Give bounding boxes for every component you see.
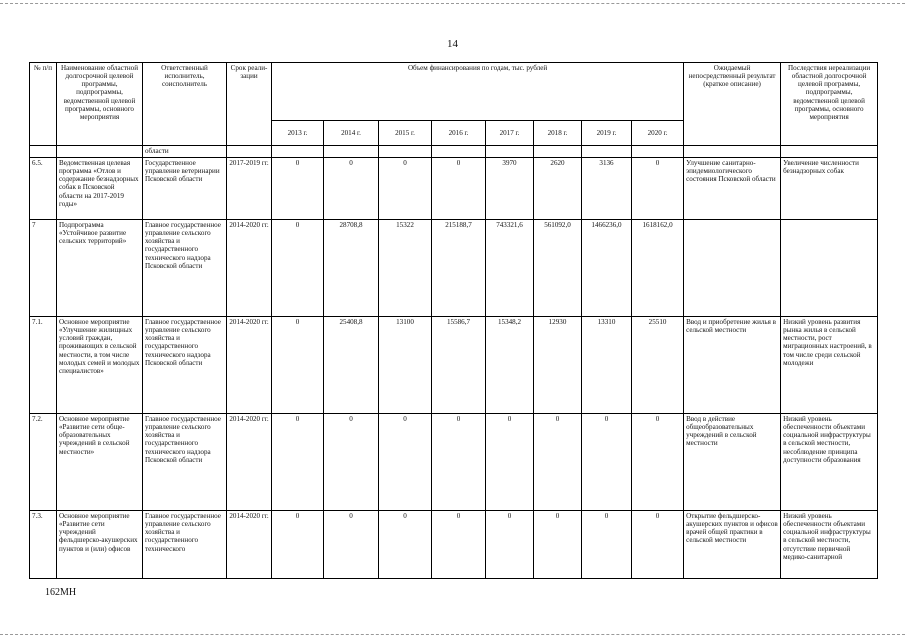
cell-value: 0 [632,511,684,579]
cell-executor: Главное государственное управление сельского хозяйства и государственного технического надзора Псковской области [143,220,227,317]
cell-empty [486,146,534,158]
header-year: 2019 г. [582,121,632,146]
cell-result: Улучшение санитарно-эпидемиологического состояния Псковской области [684,158,781,220]
cell-term: 2014-2020 гг. [227,317,272,414]
table-row [30,158,878,220]
document-footer-code: 162МН [45,587,77,598]
cell-value: 1466236,0 [582,220,632,317]
cell-executor: Главное государственное управление сельского хозяйства и государственного технического [143,511,227,579]
bottom-scan-rule [0,634,905,635]
cell-value: 0 [632,158,684,220]
table-row [30,317,878,414]
cell-name: Ведомственная целевая программа «Отлов и содержание безнадзорных собак в Псковской области на 2017-2019 годы» [57,158,143,220]
cell-consequence: Низкий уровень обеспеченности объектами социальной инфраструктуры в сельской местности, отсутствие первичной медико-санитарной [781,511,878,579]
table-row [30,511,878,579]
cell-executor: Государственное управление ветеринарии Псковской области [143,158,227,220]
header-year: 2020 г. [632,121,684,146]
cell-consequence [781,220,878,317]
cell-executor: Главное государственное управление сельского хозяйства и государственного технического надзора Псковской области [143,414,227,511]
cell-value: 0 [379,414,432,511]
header-year: 2018 г. [534,121,582,146]
header-name: Наименование областной долгосрочной целевой программы, подпрограммы, ведомственной целевой программы, основного мероприятия [57,63,143,146]
cell-value: 15322 [379,220,432,317]
cell-value: 0 [486,414,534,511]
cell-value: 13100 [379,317,432,414]
cell-value: 2620 [534,158,582,220]
cell-term: 2014-2020 гг. [227,511,272,579]
header-year: 2014 г. [324,121,379,146]
cell-value: 0 [272,158,324,220]
cell-empty [324,146,379,158]
cell-result: Ввод и приобретение жилья в сельской местности [684,317,781,414]
cell-value: 28708,8 [324,220,379,317]
cell-number: 7.3. [30,511,57,579]
cell-empty [781,146,878,158]
header-result: Ожидаемый непосредственный результат (краткое описание) [684,63,781,146]
cell-empty [632,146,684,158]
cell-empty [379,146,432,158]
cell-value: 0 [486,511,534,579]
cell-value: 0 [379,511,432,579]
cell-number: 7.2. [30,414,57,511]
header-year: 2013 г. [272,121,324,146]
cell-value: 215188,7 [432,220,486,317]
cell-empty [57,146,143,158]
cell-value: 3970 [486,158,534,220]
header-year: 2015 г. [379,121,432,146]
cell-value: 15348,2 [486,317,534,414]
header-year: 2017 г. [486,121,534,146]
cell-value: 0 [272,414,324,511]
cell-value: 0 [582,414,632,511]
header-number: № п/п [30,63,57,146]
cell-value: 0 [272,511,324,579]
header-funding: Объем финансирования по годам, тыс. рублей [272,63,684,121]
cell-value: 1618162,0 [632,220,684,317]
cell-number: 7.1. [30,317,57,414]
cell-value: 0 [324,158,379,220]
cell-number: 6.5. [30,158,57,220]
cell-number: 7 [30,220,57,317]
page-number: 14 [447,38,458,50]
cell-consequence: Низкий уровень развития рынка жилья в сельской местности, рост миграционных настроений, в том числе среди сельской молодежи [781,317,878,414]
cell-consequence: Низкий уровень обеспеченности объектами социальной инфраструктуры в сельской местности, несоблюдение принципа доступности образования [781,414,878,511]
cell-value: 743321,6 [486,220,534,317]
cell-executor: Главное государственное управление сельского хозяйства и государственного технического надзора Псковской области [143,317,227,414]
header-consequence: Последствия нереализации областной долгосрочной целевой программы, подпрограммы, ведомственной целевой программы, основного мероприятия [781,63,878,146]
cell-value: 15586,7 [432,317,486,414]
header-year: 2016 г. [432,121,486,146]
cell-value: 0 [582,511,632,579]
cell-name: Основное мероприятие «Развитие сети учреждений фельдшерско-акушерских пунктов и (или) офисов [57,511,143,579]
table-row [30,220,878,317]
cell-value: 0 [272,317,324,414]
cell-value: 0 [379,158,432,220]
top-scan-rule [0,3,905,4]
cell-value: 12930 [534,317,582,414]
cell-empty [272,146,324,158]
table-row [30,414,878,511]
cell-executor: области [143,146,227,158]
cell-consequence: Увеличение численности безнадзорных собак [781,158,878,220]
cell-name: Основное мероприятие «Развитие сети обще-образовательных учреждений в сельской местности» [57,414,143,511]
header-executor: Ответственный исполнитель, соисполнитель [143,63,227,146]
cell-value: 0 [272,220,324,317]
cell-result [684,220,781,317]
continuation-row [30,146,878,158]
cell-value: 0 [324,414,379,511]
header-row-top [30,63,878,121]
cell-result: Открытие фельдшерско-акушерских пунктов и офисов врачей общей практики в сельской местности [684,511,781,579]
cell-value: 0 [534,414,582,511]
cell-empty [30,146,57,158]
cell-value: 0 [324,511,379,579]
cell-term: 2017-2019 гг. [227,158,272,220]
cell-value: 0 [534,511,582,579]
cell-value: 0 [632,414,684,511]
cell-result: Ввод в действие общеобразовательных учреждений в сельской местности [684,414,781,511]
cell-value: 0 [432,158,486,220]
cell-value: 561092,0 [534,220,582,317]
header-term: Срок реали-зации [227,63,272,146]
cell-term: 2014-2020 гг. [227,414,272,511]
cell-value: 13310 [582,317,632,414]
cell-value: 0 [432,414,486,511]
cell-value: 25510 [632,317,684,414]
cell-value: 25408,8 [324,317,379,414]
program-funding-table [29,62,878,579]
cell-name: Подпрограмма «Устойчивое развитие сельских территорий» [57,220,143,317]
cell-value: 0 [432,511,486,579]
cell-empty [684,146,781,158]
cell-empty [227,146,272,158]
cell-empty [432,146,486,158]
cell-empty [534,146,582,158]
cell-name: Основное мероприятие «Улучшение жилищных условий граждан, проживающих в сельской местности, в том числе молодых семей и молодых специалистов» [57,317,143,414]
cell-term: 2014-2020 гг. [227,220,272,317]
cell-value: 3136 [582,158,632,220]
cell-empty [582,146,632,158]
